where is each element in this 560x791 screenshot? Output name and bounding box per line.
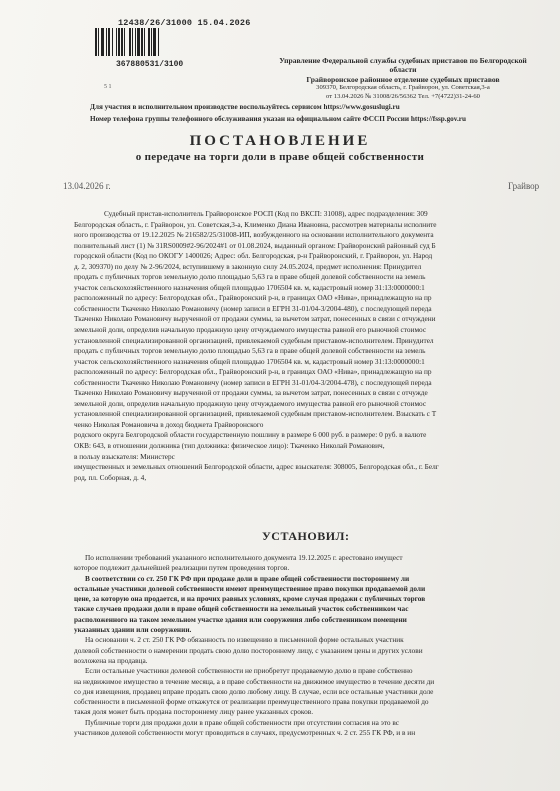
phone-note: Номер телефона группы телефонного обслуживания указан на официальном сайте ФССП России https://fssp.gov.ru	[90, 115, 466, 123]
paragraph-line: расположенного на таком земельном участке здания или сооружения либо собственником помещени	[74, 614, 407, 624]
stamp-registration: 12438/26/31000 15.04.2026	[118, 18, 251, 28]
preamble-line: родского округа Белгородской области государственную пошлину в размере 6 000 руб. в размере: 0 руб. в валюте	[74, 430, 427, 440]
issuer-header	[258, 56, 548, 101]
preamble-line: Судебный пристав-исполнитель Грайворонское РОСП (Код по ВКСП: 31008), адрес подразделения: 309	[104, 209, 428, 218]
preamble-line: ченко Николая Романовича в доход бюджета Грайворонского	[74, 419, 264, 429]
document-city: Грайвор	[508, 181, 540, 191]
preamble-line: ного производства от 19.12.2025 № 216582/25/31008-ИП, возбужденного на основании исполнительного документа	[74, 230, 434, 240]
paragraph-line: возложена на продавца.	[74, 655, 148, 665]
barcode-bar	[135, 28, 136, 56]
findings-text	[74, 553, 560, 738]
preamble-line: расположенный по адресу: Белгородская обл., Грайворонский р-н, в границах ОАО «Нива», принадлежащую на пр	[74, 367, 432, 377]
preamble-line: Ткаченко Николаю Романовичу вырученной от продажи суммы, за вычетом затрат, понесенных в связи с отчуждени	[74, 314, 436, 324]
barcode-bar	[158, 28, 159, 56]
page-subtitle: о передаче на торги доли в праве общей собственности	[135, 151, 425, 163]
issuer-line-1: Управление Федеральной службы судебных приставов по Белгородской	[279, 56, 527, 65]
preamble-line: городской области (Код по ОКОГУ 1400026; Адрес: обл. Белгородская, р-н Грайворонский, г. Грайворон, ул. Народ	[74, 251, 433, 261]
barcode-bar	[141, 28, 143, 56]
preamble-line: полнительный лист (1) № 31RS0009#2-96/2024#1 от 01.08.2024, выданный органом: Грайворонский районный суд Б	[74, 240, 436, 250]
document-date: 13.04.2026 г.	[63, 181, 111, 191]
preamble-line: земельной доли, определив начальную продажную цену отчуждаемого имущества равной его рыночной стоимос	[74, 398, 427, 408]
preamble-line: продать с публичных торгов земельную долю площадью 5,63 га в праве общей долевой собственности на земель	[74, 272, 426, 282]
paragraph-line	[74, 635, 560, 645]
paragraph-line: цене, за которую она продается, и на прочих равных условиях, кроме случая продажи с публичных торгов	[74, 594, 426, 604]
preamble-line: Белгородская область, г. Грайворон, ул. Советская,3-а, Клименко Диана Ивановна, рассмотрев материалы исполните	[74, 219, 437, 229]
preamble-line: установленной специализированной организацией, привлекаемой судебным приставом-исполнителем. Принудител	[74, 335, 434, 345]
preamble-line: собственности Ткаченко Николаю Романовичу (номер записи в ЕГРН 31-01/04-3/2004-480), с последующей переда	[74, 303, 432, 313]
barcode-bar	[148, 28, 150, 56]
barcode-bar	[129, 28, 131, 56]
paragraph-line: собственности в письменной форме откажутся от реализации преимущественного права покупки продаваемой до	[74, 697, 429, 707]
barcode-bar	[95, 28, 97, 56]
barcode-bar	[137, 28, 140, 56]
paragraph-line: со дня извещения, продавец вправе продать свою долю любому лицу. В случае, если все остальные участники доле	[74, 686, 434, 696]
barcode-bar	[153, 28, 156, 56]
preamble-line: в пользу взыскателя: Министерс	[74, 451, 175, 461]
issuer-ref: от 13.04.2026 № 31008/26/56362 Тел. +7(4722)31-24-60	[326, 92, 480, 100]
stamp-mark: 5 1	[104, 84, 112, 90]
preamble-line: ОКВ: 643, в отношении должника (тип должника: физическое лицо): Ткаченко Николай Романович,	[74, 441, 385, 451]
issuer-line-2: области	[389, 65, 417, 75]
preamble-line: Ткаченко Николаю Романовичу вырученной от продажи суммы, за вычетом затрат, понесенных в связи с отчужде	[74, 388, 428, 398]
paragraph-line	[74, 718, 560, 728]
barcode-bar	[132, 28, 133, 56]
barcode	[95, 28, 203, 56]
text-line: В соответствии со ст. 250 ГК РФ при продаже доли в праве общей собственности постороннему ли	[84, 573, 410, 583]
paragraph-line: остальные участники долевой собственности имеют преимущественное право покупки продаваемой доли	[74, 583, 426, 593]
barcode-bar	[144, 28, 145, 56]
paragraph-line	[74, 574, 560, 584]
barcode-bar	[124, 28, 125, 56]
text-line: По исполнении требований указанного исполнительного документа 19.12.2025 г. арестовано имущест	[84, 553, 403, 562]
preamble-line: продать с публичных торгов земельную долю площадью 5,63 га в праве общей долевой собственности на земель	[74, 346, 426, 356]
paragraph-line: такая доля может быть продана постороннему лицу ранее указанных сроков.	[74, 707, 314, 717]
paragraph-line	[74, 553, 560, 563]
paragraph-line	[74, 666, 560, 676]
preamble-line: участок сельскохозяйственного назначения общей площадью 1706504 кв. м, кадастровый номер 31:13:0000000:1	[74, 282, 425, 292]
barcode-bar	[118, 28, 120, 56]
paragraph-line: также случаев продажи доли в праве общей собственности на земельный участок собственником час	[74, 604, 409, 614]
service-note: Для участия в исполнительном производстве воспользуйтесь сервисом https://www.gosuslugi.ru	[90, 103, 400, 111]
preamble-line: расположенный по адресу: Белгородская обл., Грайворонский р-н, в границах ОАО «Нива», принадлежащую на пр	[74, 293, 432, 303]
barcode-bar	[116, 28, 117, 56]
issuer-address: 309370, Белгородская область, г. Грайворон, ул. Советская,3-а	[316, 84, 490, 92]
preamble-line: земельной доли, определив начальную продажную цену отчуждаемого имущества равной его рыночной стоимос	[74, 325, 427, 335]
paragraph-line: долевой собственности о намерении продать свою долю постороннему лицу, с указанием цены и других услови	[74, 645, 423, 655]
paragraph-line: на недвижимое имущество в течение месяца, а в праве собственности на движимое имущество в течение десяти ди	[74, 676, 435, 686]
paragraph-line: которое подлежит дальнейшей реализации путем проведения торгов.	[74, 563, 290, 573]
issuer-line-3: Грайворонское районное отделение судебных приставов	[306, 74, 500, 84]
preamble-line: д. 2, 309370) по делу № 2-96/2024, вступившему в законную силу 24.05.2024, предмет исполнения: Принудител	[74, 261, 422, 271]
barcode-bar	[151, 28, 152, 56]
page-title: ПОСТАНОВЛЕНИЕ	[189, 133, 371, 149]
barcode-bar	[106, 28, 107, 56]
barcode-bar	[98, 28, 99, 56]
preamble-text	[74, 209, 560, 483]
preamble-line: имущественных и земельных отношений Белгородской области, адрес взыскателя: 308005, Белгородская обл., г. Белг	[74, 462, 439, 472]
paragraph-line: участников долевой собственности могут проводиться в случаях, предусмотренных ч. 2 ст. 255 ГК РФ, и в ин	[74, 728, 416, 738]
barcode-bar	[112, 28, 113, 56]
text-line: Публичные торги для продажи доли в праве общей собственности при отсутствии согласия на это вс	[84, 717, 400, 727]
preamble-line: установленной специализированной организацией, привлекаемой судебным приставом-исполнителем. Взыскать с Т	[74, 409, 437, 419]
paragraph-line: указанных здании или сооружении.	[74, 625, 192, 635]
preamble-line: род, пл. Соборная, д. 4,	[74, 472, 147, 482]
barcode-bar	[121, 28, 123, 56]
preamble-line: собственности Ткаченко Николаю Романовичу (номер записи в ЕГРН 31-01/04-3/2004-478), с последующей переда	[74, 377, 432, 387]
section-heading-ustanovil: УСТАНОВИЛ:	[262, 529, 350, 543]
preamble-line: участок сельскохозяйственного назначения общей площадью 1706504 кв. м, кадастровый номер 31:13:0000000:1	[74, 356, 425, 366]
barcode-number: 367880531/3100	[116, 60, 184, 69]
text-line: На основании ч. 2 ст. 250 ГК РФ обязанность по извещению в письменной форме остальных участник	[84, 635, 404, 645]
barcode-bar	[101, 28, 104, 56]
text-line: Если остальные участники долевой собственности не приобретут продаваемую долю в праве собственно	[84, 666, 413, 676]
barcode-bar	[108, 28, 110, 56]
